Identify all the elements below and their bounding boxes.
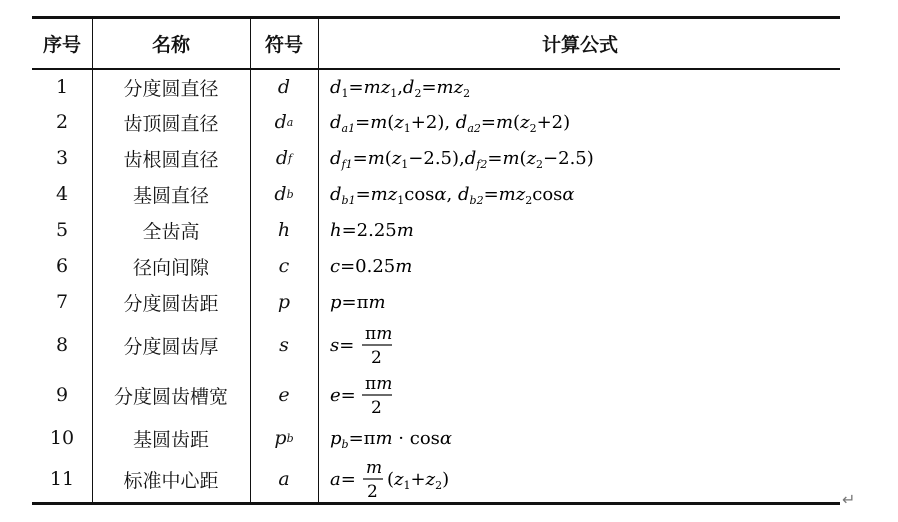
table-row xyxy=(32,140,840,176)
svg-text:df1=m(z1−2.5),df2=m(z2−2.5): $d_{f1}=m(z_1-2.5),d_{f2}=m(z_2-2.5)$ xyxy=(330,148,594,171)
svg-text:pb=πm · cosα: $p_b=\pi m \cdot \cos\alpha$ xyxy=(330,428,453,451)
formula-svg xyxy=(330,251,830,281)
svg-text:db1=mz1cosα, db2=mz2cosα: $d_{b1}=mz_1\cos\alpha$, $d_{b2}=mz_2\cos\alpha$ xyxy=(330,184,575,207)
row-symbol: p xyxy=(277,291,291,313)
table-row xyxy=(32,284,840,320)
svg-text:p=πm: p=πm xyxy=(330,292,386,313)
svg-text:c=0.25m: c=0.25m xyxy=(330,256,413,277)
formula-svg xyxy=(330,143,830,173)
row-name: 标准中心距 xyxy=(123,469,219,492)
row-symbol: d a xyxy=(274,111,294,133)
table-row xyxy=(32,420,840,456)
row-symbol: d b xyxy=(274,183,294,205)
formula-svg xyxy=(330,179,830,209)
row-index: 11 xyxy=(49,468,75,490)
table-row xyxy=(32,176,840,212)
svg-text:s=: s= xyxy=(330,335,355,356)
svg-text:h=2.25m: h=2.25m xyxy=(330,220,414,241)
row-index: 1 xyxy=(55,76,69,98)
row-name: 分度圆齿槽宽 xyxy=(113,385,228,408)
formula-svg xyxy=(330,371,830,419)
row-formula xyxy=(320,104,840,140)
table-row xyxy=(32,456,840,502)
svg-text:d1=mz1,d2=mz2: $d_1=mz_1,d_2=mz_2$ xyxy=(330,77,471,100)
row-formula xyxy=(320,176,840,212)
row-formula xyxy=(320,70,840,104)
row-symbol: s xyxy=(279,334,289,356)
header-symbol: 符号 xyxy=(264,33,303,56)
row-formula xyxy=(320,140,840,176)
row-symbol: c xyxy=(278,255,290,277)
row-name: 分度圆齿距 xyxy=(123,292,219,315)
row-index: 3 xyxy=(55,147,69,169)
table-row xyxy=(32,212,840,248)
table-row xyxy=(32,248,840,284)
row-symbol: e xyxy=(278,384,290,406)
row-symbol: p b xyxy=(274,427,294,449)
svg-text:a=: a= xyxy=(330,469,356,490)
formula-svg xyxy=(330,72,830,102)
header-name: 名称 xyxy=(151,33,190,56)
row-index: 10 xyxy=(49,427,75,449)
formula-svg xyxy=(330,321,830,369)
row-name: 全齿高 xyxy=(142,220,200,243)
formula-svg xyxy=(330,456,830,502)
svg-text:(z1+z2): $(z_1+z_2)$ xyxy=(387,469,450,492)
table-row xyxy=(32,104,840,140)
row-index: 8 xyxy=(55,334,69,356)
row-formula xyxy=(320,370,840,420)
row-formula xyxy=(320,248,840,284)
row-index: 9 xyxy=(55,384,69,406)
paragraph-return-icon: ↵ xyxy=(842,490,856,509)
row-index: 4 xyxy=(55,183,69,205)
formula-svg xyxy=(330,287,830,317)
row-name: 基圆直径 xyxy=(132,184,209,207)
row-name: 基圆齿距 xyxy=(132,428,209,451)
row-index: 7 xyxy=(55,291,69,313)
row-name: 分度圆直径 xyxy=(123,77,219,100)
svg-text:πm: πm xyxy=(365,324,393,344)
row-name: 分度圆齿厚 xyxy=(123,335,219,358)
row-formula xyxy=(320,320,840,370)
row-formula xyxy=(320,212,840,248)
row-name: 径向间隙 xyxy=(132,256,209,279)
formula-svg xyxy=(330,107,830,137)
row-index: 5 xyxy=(55,219,69,241)
row-formula xyxy=(320,420,840,456)
table-row xyxy=(32,70,840,104)
table-bottom-rule xyxy=(32,502,840,505)
row-index: 2 xyxy=(55,111,69,133)
table-header-row xyxy=(32,18,840,68)
svg-text:2: 2 xyxy=(371,348,382,368)
svg-text:e=: e= xyxy=(330,385,356,406)
formula-svg xyxy=(330,215,830,245)
row-name: 齿根圆直径 xyxy=(123,148,219,171)
row-formula xyxy=(320,456,840,502)
svg-text:m: m xyxy=(366,458,383,478)
table-row xyxy=(32,320,840,370)
formula-svg xyxy=(330,423,830,453)
row-symbol: d f xyxy=(275,147,293,169)
svg-text:2: 2 xyxy=(371,398,382,418)
svg-text:πm: πm xyxy=(365,374,393,394)
row-symbol: d xyxy=(277,76,291,98)
svg-text:2: 2 xyxy=(367,482,378,502)
row-index: 6 xyxy=(55,255,69,277)
table-row xyxy=(32,370,840,420)
row-symbol: h xyxy=(277,219,291,241)
row-formula xyxy=(320,284,840,320)
header-index: 序号 xyxy=(42,33,81,56)
header-formula: 计算公式 xyxy=(541,33,618,56)
row-symbol: a xyxy=(278,468,290,490)
svg-text:da1=m(z1+2), da2=m(z2+2): $d_{a1}=m(z_1+2)$, $d_{a2}=m(z_2+2)$ xyxy=(330,112,571,135)
row-name: 齿顶圆直径 xyxy=(123,112,219,135)
